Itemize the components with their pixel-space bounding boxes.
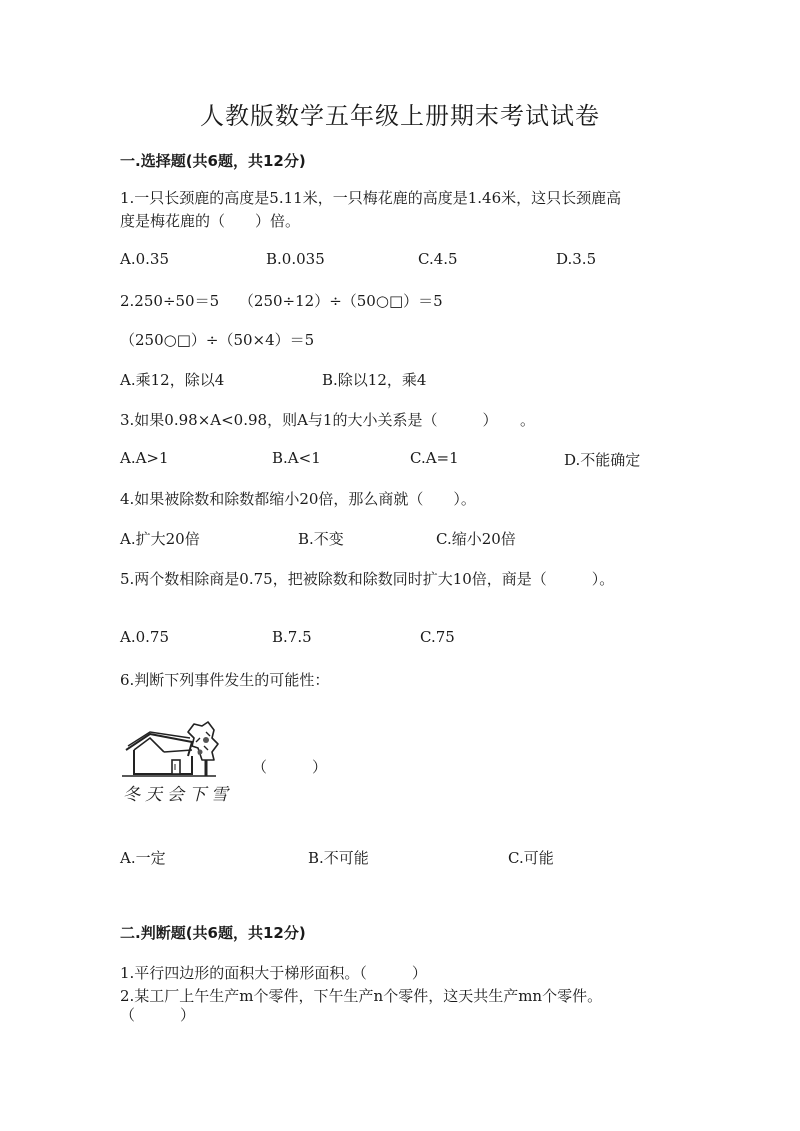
question-6-line-1: 6.判断下列事件发生的可能性： [120,671,330,689]
question-5-option-b[interactable]: B.7.5 [272,628,312,646]
question-3-option-c[interactable]: C.A=1 [410,449,459,467]
question-2-line-1: 2.250÷50＝5 （250÷12）÷（50○□）＝5 [120,292,443,310]
section-heading-judgement: 二.判断题(共6题，共12分) [120,924,306,942]
question-6-option-c[interactable]: C.可能 [508,849,554,867]
question-5-line-1: 5.两个数相除商是0.75，把被除数和除数同时扩大10倍，商是（ ）。 [120,570,615,588]
judgement-question-2-line-1: 2.某工厂上午生产m个零件，下午生产n个零件，这天共生产mn个零件。 [120,987,603,1005]
page-title: 人教版数学五年级上册期末考试试卷 [200,102,600,130]
question-4-line-1: 4.如果被除数和除数都缩小20倍，那么商就（ ）。 [120,490,476,508]
question-6-option-b[interactable]: B.不可能 [308,849,369,867]
question-6-answer-blank[interactable]: （ ） [252,758,328,776]
question-1-option-b[interactable]: B.0.035 [266,250,325,268]
question-3-option-b[interactable]: B.A<1 [272,449,321,467]
question-2-option-b[interactable]: B.除以12，乘4 [322,371,427,389]
judgement-question-1: 1.平行四边形的面积大于梯形面积。（ ） [120,964,427,982]
figure-caption: 冬天会下雪 [123,785,233,805]
question-4-option-b[interactable]: B.不变 [298,530,344,548]
question-4-option-a[interactable]: A.扩大20倍 [120,530,200,548]
question-1-line-2: 度是梅花鹿的（ ）倍。 [120,212,301,230]
question-3-option-a[interactable]: A.A>1 [120,449,169,467]
question-3-line-1: 3.如果0.98×A<0.98，则A与1的大小关系是（ ） 。 [120,411,535,429]
question-6-option-a[interactable]: A.一定 [120,849,166,867]
question-2-line-2: （250○□）÷（50×4）＝5 [120,331,315,349]
question-3-option-d[interactable]: D.不能确定 [564,451,641,469]
question-2-option-a[interactable]: A.乘12，除以4 [120,371,225,389]
section-heading-choice: 一.选择题(共6题，共12分) [120,152,306,170]
question-1-option-c[interactable]: C.4.5 [418,250,458,268]
question-1-line-1: 1.一只长颈鹿的高度是5.11米，一只梅花鹿的高度是1.46米，这只长颈鹿高 [120,189,622,207]
question-5-option-c[interactable]: C.75 [420,628,455,646]
question-4-option-c[interactable]: C.缩小20倍 [436,530,516,548]
judgement-question-2-line-2[interactable]: （ ） [120,1006,196,1024]
question-1-option-d[interactable]: D.3.5 [556,250,597,268]
question-1-option-a[interactable]: A.0.35 [120,250,169,268]
question-5-option-a[interactable]: A.0.75 [120,628,169,646]
